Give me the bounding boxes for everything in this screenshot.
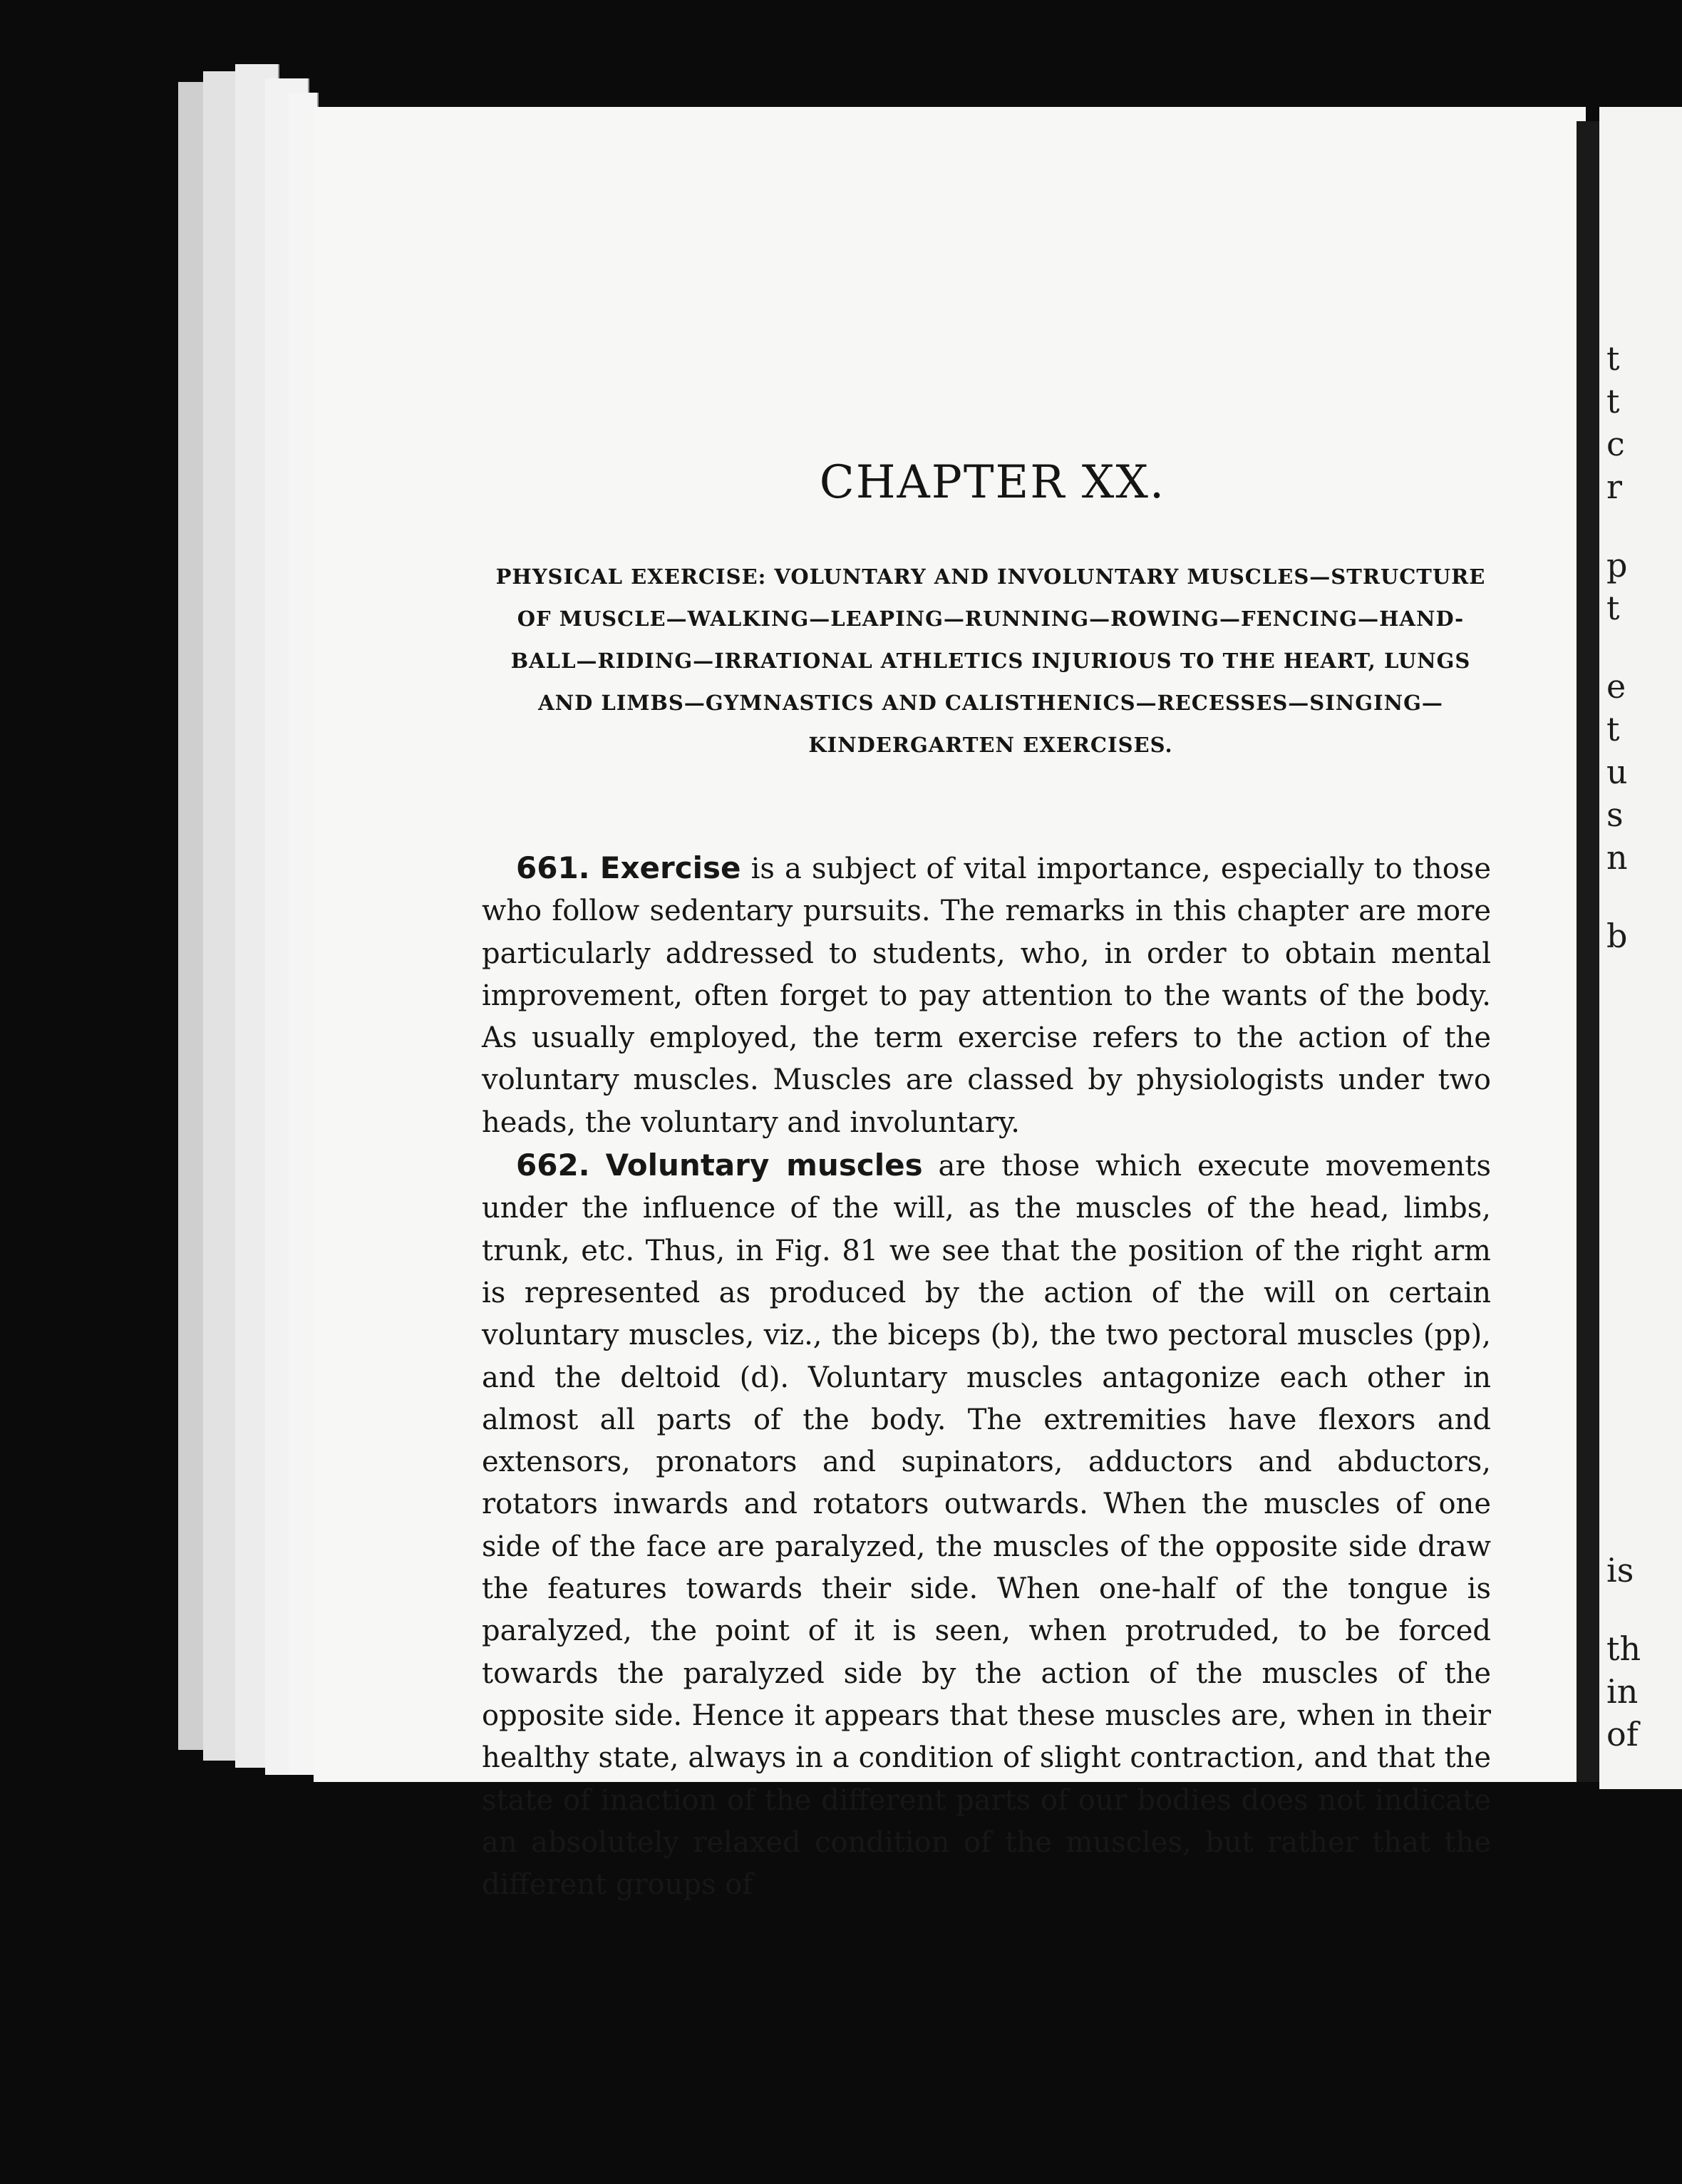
facing-page xyxy=(1599,107,1682,1789)
facing-page-fragment: t xyxy=(1606,710,1620,748)
facing-page-fragment: t xyxy=(1606,339,1620,378)
paragraph-text: are those which execute movements under the influence of the will, as the muscles of the head, limbs, trunk, etc. Thus, in Fig. 81 we see that the position of the right arm is represented as produced by the action of the will on certain voluntary muscles, viz., the biceps (b), the two pectoral muscles (pp), and the deltoid (d). Voluntary muscles antagonize each other in almost all parts of the body. The extremities have flexors and extensors, pronators and supinators, adductors and abductors, rotators inwards and rotators outwards. When the muscles of one side of the face are paralyzed, the muscles of the opposite side draw the features towards their side. When one-half of the tongue is paralyzed, the point of it is seen, when protruded, to be forced towards the paralyzed side by the action of the muscles of the opposite side. Hence it appears that these muscles are, when in their healthy state, always in a condition of slight contraction, and that the state of inaction of the different parts of our bodies does not indicate an absolutely relaxed condition of the muscles, but rather that the different groups of xyxy=(482,1150,1491,1902)
paragraph-lead: Exercise xyxy=(599,850,741,885)
facing-page-fragment: is xyxy=(1606,1551,1634,1590)
facing-page-fragment: s xyxy=(1606,795,1624,834)
facing-page-fragment: e xyxy=(1606,667,1626,706)
book-spine xyxy=(1577,121,1599,1782)
chapter-summary: PHYSICAL EXERCISE: VOLUNTARY AND INVOLUNTARY MUSCLES—STRUCTURE OF MUSCLE—WALKING—LEAPING—RUNNING—ROWING—FENCING—HAND-BALL—RIDING—IRRATIONAL ATHLETICS INJURIOUS TO THE HEART, LUNGS AND LIMBS—GYMNASTICS AND CALISTHENICS—RECESSES—SINGING—KINDERGARTEN EXERCISES. xyxy=(495,565,1486,757)
facing-page-fragment: in xyxy=(1606,1672,1639,1711)
facing-page-fragment: p xyxy=(1606,546,1628,584)
facing-page-fragment: b xyxy=(1606,917,1628,955)
paragraph-number: 661. xyxy=(516,850,590,885)
paragraph-number: 662. xyxy=(516,1148,590,1183)
paragraph-662 xyxy=(482,1144,1491,1906)
chapter-title: CHAPTER XX. xyxy=(819,456,1166,509)
body-text xyxy=(482,847,1491,1906)
facing-page-fragment: t xyxy=(1606,382,1620,421)
paragraph-661 xyxy=(482,847,1491,1144)
paragraph-lead: Voluntary muscles xyxy=(605,1148,923,1183)
facing-page-fragment: u xyxy=(1606,753,1628,791)
facing-page-fragment: c xyxy=(1606,425,1625,463)
facing-page-fragment: of xyxy=(1606,1715,1639,1753)
facing-page-fragment: th xyxy=(1606,1629,1641,1668)
facing-page-fragment: n xyxy=(1606,838,1628,877)
facing-page-fragment: r xyxy=(1606,468,1622,506)
facing-page-fragment: t xyxy=(1606,589,1620,627)
paragraph-text: is a subject of vital importance, especially to those who follow sedentary pursuits. The remarks in this chapter are more particularly addressed to students, who, in order to obtain mental improvement, often forget to pay attention to the wants of the body. As usually employed, the term exercise refers to the action of the voluntary muscles. Muscles are classed by physiologists under two heads, the voluntary and involuntary. xyxy=(482,853,1491,1139)
